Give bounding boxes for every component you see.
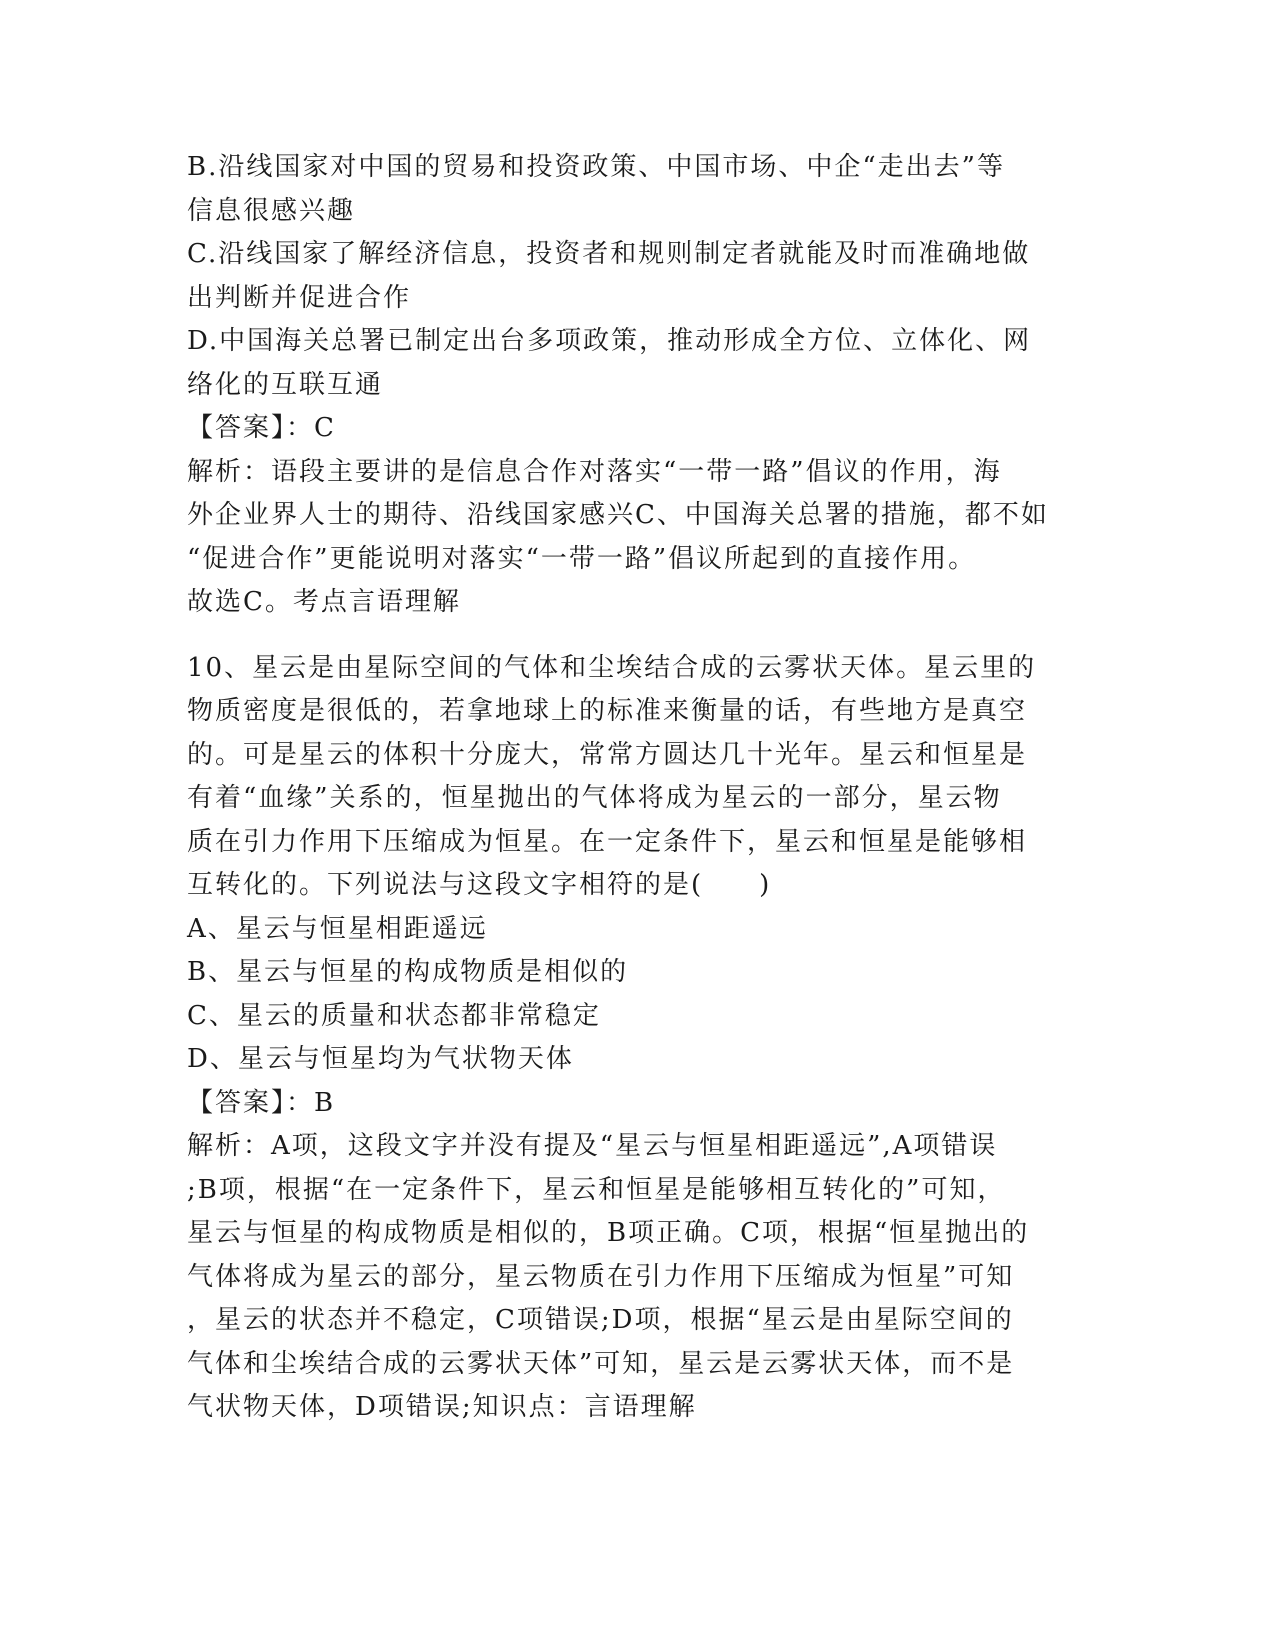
question10-analysis: [187, 1125, 1087, 1430]
question9-answer: 【答案】：C: [187, 413, 336, 443]
analysis-line: 气体和尘埃结合成的云雾状天体”可知，星云是云雾状天体，而不是: [187, 1348, 1015, 1379]
stem-line: 质在引力作用下压缩成为恒星。在一定条件下，星云和恒星是能够相: [187, 826, 1028, 857]
question9-options: [187, 146, 1087, 407]
analysis-line: 解析：A项，这段文字并没有提及“星云与恒星相距遥远”,A项错误: [187, 1131, 998, 1161]
option-c-line: C.沿线国家了解经济信息，投资者和规则制定者就能及时而准确地做: [187, 239, 1031, 269]
question10-stem: [187, 647, 1087, 908]
question9-analysis: [187, 451, 1087, 625]
analysis-line: “促进合作”更能说明对落实“一带一路”倡议所起到的直接作用。: [187, 543, 977, 574]
analysis-line: 外企业界人士的期待、沿线国家感兴C、中国海关总署的措施，都不如: [187, 500, 1049, 530]
document-page: [187, 146, 1087, 1430]
analysis-line: 气体将成为星云的部分，星云物质在引力作用下压缩成为恒星”可知: [187, 1261, 1015, 1292]
option-c-line: 出判断并促进合作: [187, 282, 412, 313]
option-d: D、星云与恒星均为气状物天体: [187, 1044, 574, 1074]
option-b: B、星云与恒星的构成物质是相似的: [187, 957, 629, 987]
option-b-line: B.沿线国家对中国的贸易和投资政策、中国市场、中企“走出去”等: [187, 152, 1005, 182]
analysis-line: 故选C。考点言语理解: [187, 587, 461, 617]
stem-line: 的。可是星云的体积十分庞大，常常方圆达几十光年。星云和恒星是: [187, 739, 1028, 770]
stem-line: 物质密度是很低的，若拿地球上的标准来衡量的话，有些地方是真空: [187, 696, 1028, 726]
analysis-line: 气状物天体，D项错误;知识点：言语理解: [187, 1392, 697, 1422]
stem-line: 有着“血缘”关系的，恒星抛出的气体将成为星云的一部分，星云物: [187, 783, 1002, 813]
option-a: A、星云与恒星相距遥远: [187, 913, 488, 944]
question10-options: [187, 908, 1087, 1082]
stem-line: 10、星云是由星际空间的气体和尘埃结合成的云雾状天体。星云里的: [187, 652, 1037, 683]
analysis-line: 星云与恒星的构成物质是相似的，B项正确。C项，根据“恒星抛出的: [187, 1218, 1030, 1248]
option-c: C、星云的质量和状态都非常稳定: [187, 1000, 601, 1031]
question10-answer: 【答案】：B: [187, 1087, 336, 1118]
analysis-line: ，星云的状态并不稳定，C项错误;D项，根据“星云是由星际空间的: [187, 1305, 1014, 1335]
option-b-line: 信息很感兴趣: [187, 195, 356, 226]
analysis-line: 解析：语段主要讲的是信息合作对落实“一带一路”倡议的作用，海: [187, 456, 1002, 487]
option-d-line: D.中国海关总署已制定出台多项政策，推动形成全方位、立体化、网: [187, 326, 1032, 356]
option-d-line: 络化的互联互通: [187, 369, 384, 400]
section-gap: [187, 625, 1087, 647]
stem-line: 互转化的。下列说法与这段文字相符的是( ): [187, 870, 772, 900]
analysis-line: ;B项，根据“在一定条件下，星云和恒星是能够相互转化的”可知，: [187, 1174, 1006, 1205]
